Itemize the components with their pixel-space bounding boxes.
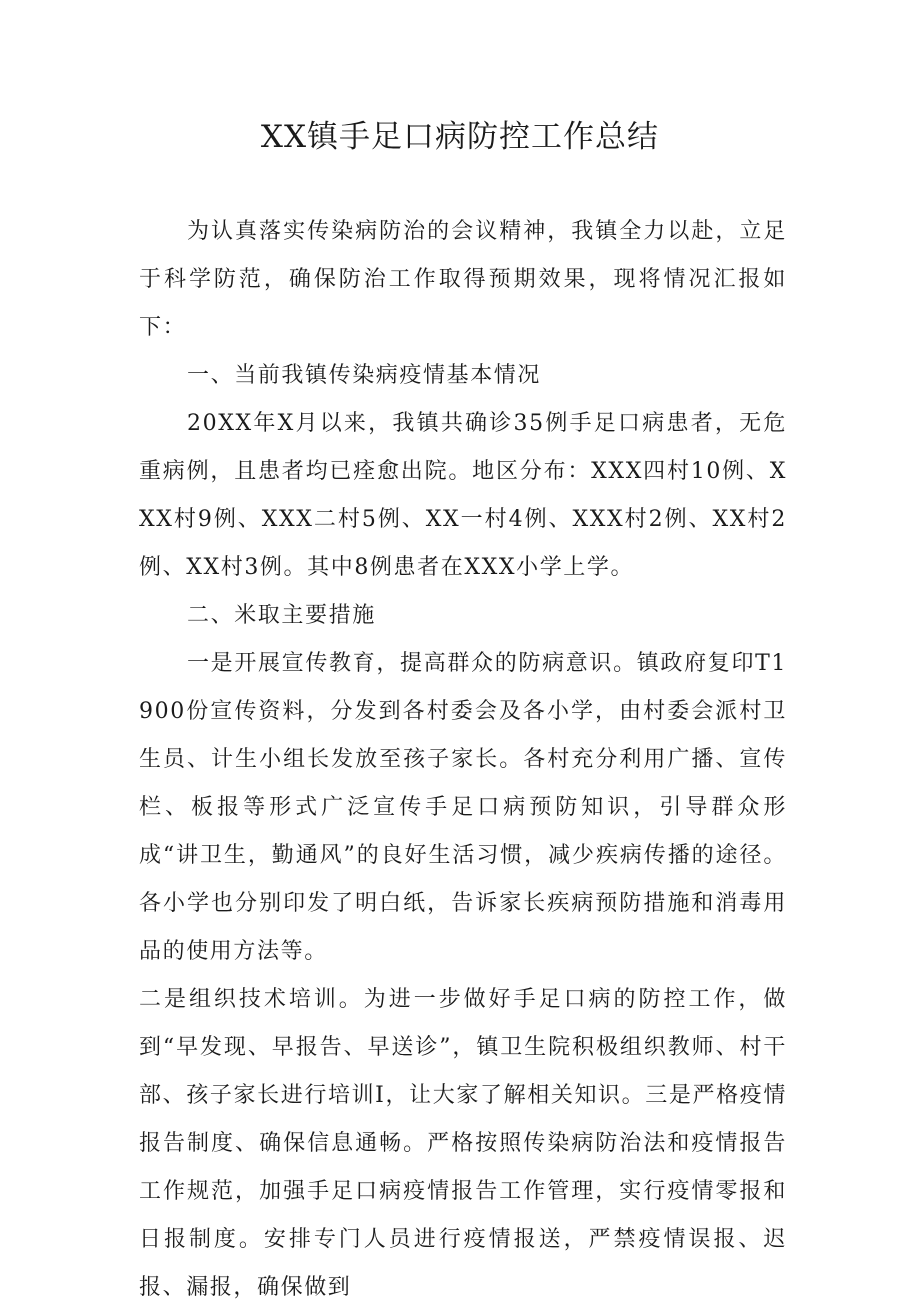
intro-paragraph: 为认真落实传染病防治的会议精神，我镇全力以赴，立足于科学防范，确保防治工作取得预期效果，现将情况汇报如下： — [139, 219, 787, 340]
section-heading-measures: 二、米取主要措施 — [187, 603, 376, 628]
measures-paragraph-2: 二是组织技术培训。为进一步做好手足口病的防控工作，做到“早发现、早报告、早送诊”，镇卫生院积极组织教师、村干部、孩子家长进行培训I，让大家了解相关知识。三是严格疫情报告制度、确保信息通畅。严格按照传染病防治法和疫情报告工作规范，加强手足口病疫情报告工作管理，实行疫情零报和日报制度。安排专门人员进行疫情报送，严禁疫情误报、迟报、漏报，确保做到 — [139, 987, 787, 1300]
section-heading-situation: 一、当前我镇传染病疫情基本情况 — [187, 363, 542, 388]
situation-paragraph: 20XX年X月以来，我镇共确诊35例手足口病患者，无危重病例，且患者均已痊愈出院。地区分布：XXX四村10例、XXX村9例、XXX二村5例、XX一村4例、XXX村2例、XX村2例、XX村3例。其中8例患者在XXX小学上学。 — [139, 411, 787, 580]
measures-paragraph-1: 一是开展宣传教育，提高群众的防病意识。镇政府复印T1900份宣传资料，分发到各村委会及各小学，由村委会派村卫生员、计生小组长发放至孩子家长。各村充分利用广播、宣传栏、板报等形式广泛宣传手足口病预防知识，引导群众形成“讲卫生，勤通风”的良好生活习惯，减少疾病传播的途径。各小学也分别印发了明白纸，告诉家长疾病预防措施和消毒用品的使用方法等。 — [139, 651, 787, 964]
document-body — [139, 208, 787, 1312]
document-title: XX镇手足口病防控工作总结 — [260, 119, 660, 155]
